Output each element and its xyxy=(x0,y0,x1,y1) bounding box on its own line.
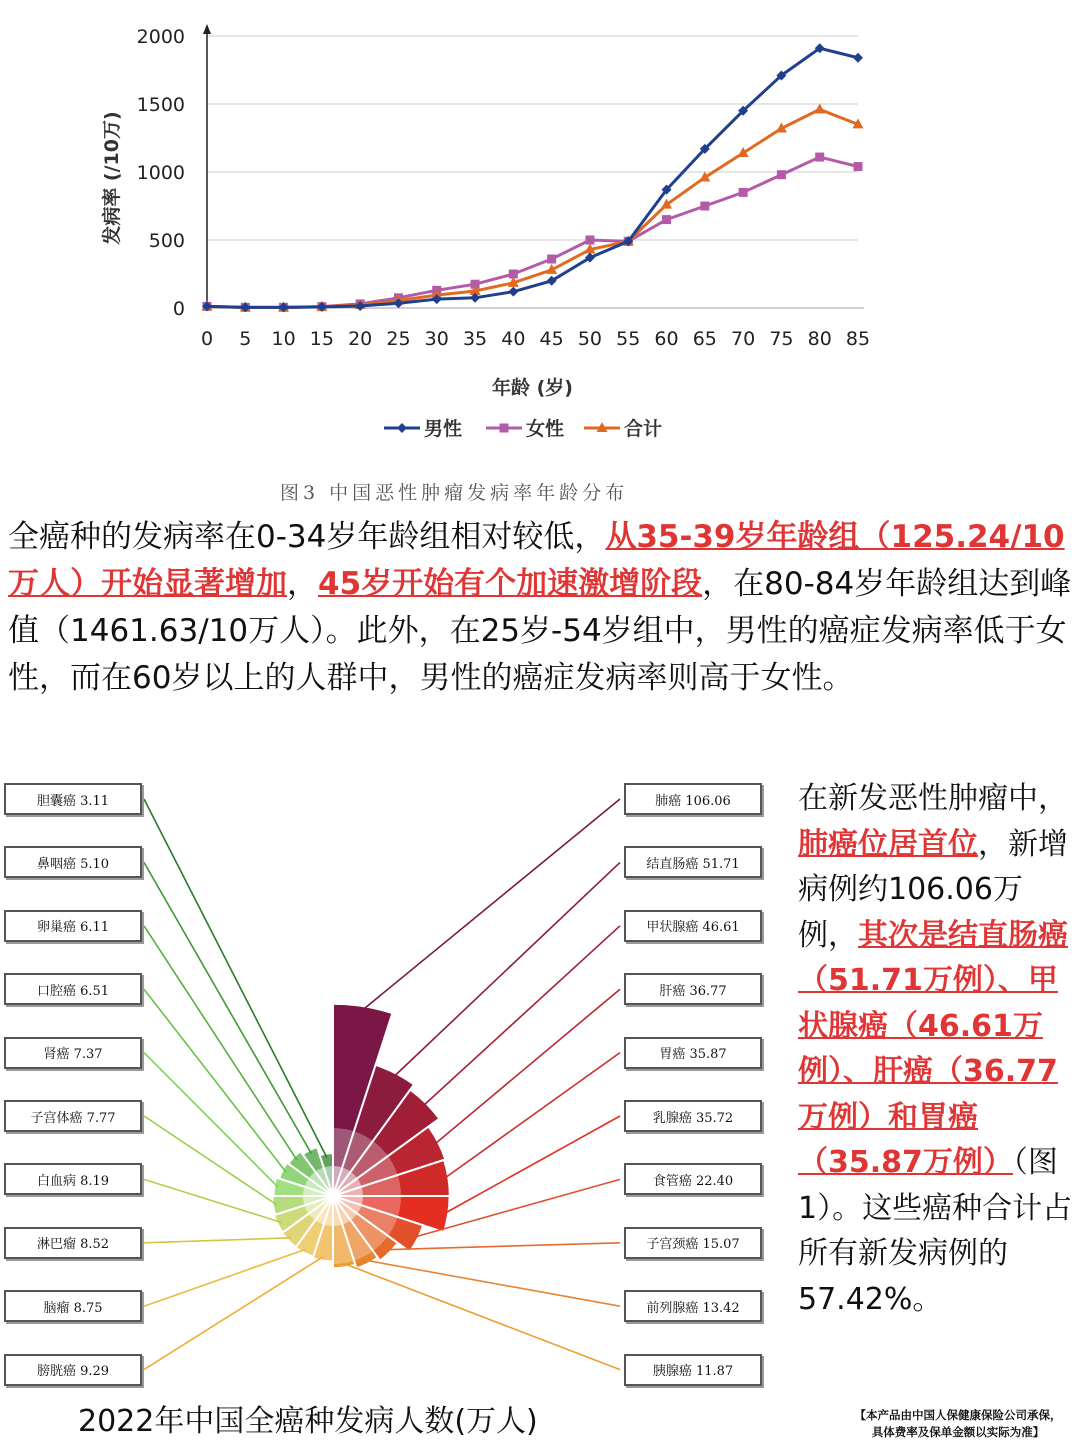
leader-line xyxy=(444,1053,620,1179)
series-2 xyxy=(202,103,864,311)
leader-line xyxy=(144,1053,278,1188)
label-box-left: 鼻咽癌 5.10 xyxy=(4,846,142,878)
y-tick-label: 2000 xyxy=(136,26,185,48)
label-box-left: 淋巴瘤 8.52 xyxy=(4,1227,142,1259)
data-point xyxy=(662,215,671,224)
leader-line xyxy=(144,1116,277,1205)
legend-item xyxy=(384,417,462,440)
data-point xyxy=(854,162,863,171)
legend-label: 合计 xyxy=(624,418,663,440)
x-tick-label: 75 xyxy=(769,328,794,350)
leader-line xyxy=(144,1249,306,1306)
label-box-left: 肾癌 7.37 xyxy=(4,1037,142,1069)
data-point xyxy=(739,188,748,197)
y-tick-label: 1000 xyxy=(136,162,185,184)
label-box-right: 肝癌 36.77 xyxy=(624,973,762,1005)
insurance-disclaimer xyxy=(840,1407,1076,1441)
y-axis-arrow xyxy=(203,24,211,34)
leader-line xyxy=(144,926,297,1160)
radial-chart-title: 2022年中国全癌种发病人数(万人) xyxy=(78,1404,538,1439)
series-0 xyxy=(202,43,863,312)
x-tick-label: 25 xyxy=(386,328,411,350)
leader-line xyxy=(144,799,327,1158)
x-tick-label: 0 xyxy=(200,328,214,350)
side-text-1: 在新发恶性肿瘤中， xyxy=(798,781,1068,816)
para-text-3: ，在80-84岁年龄组达到峰值（1461.63/10万人）。此外，在25岁-54岁组中，男性的癌症发病率低于女性，而在60岁以上的人群中，男性的癌症发病率则高于女性。 xyxy=(8,566,1072,696)
leader-line xyxy=(144,1238,291,1243)
leader-line xyxy=(344,1263,620,1369)
x-tick-label: 55 xyxy=(616,328,641,350)
center-hole xyxy=(303,1166,363,1226)
x-tick-label: 50 xyxy=(577,328,603,350)
x-tick-label: 20 xyxy=(348,328,373,350)
series-line xyxy=(207,109,858,307)
data-point xyxy=(777,170,786,179)
figure-caption: 图3 中国恶性肿瘤发病率年龄分布 xyxy=(280,482,629,504)
side-text-2: ，新增病例约106.06万例， xyxy=(798,826,1068,953)
leader-line xyxy=(366,1260,620,1306)
label-box-left: 膀胱癌 9.29 xyxy=(4,1354,142,1386)
disclaimer-line-2: 具体费率及保单金额以实际为准】 xyxy=(871,1425,1045,1439)
data-point xyxy=(585,236,594,245)
data-point xyxy=(814,103,825,113)
data-point xyxy=(815,153,824,162)
disclaimer-line-1: 【本产品由中国人保健康保险公司承保， xyxy=(854,1408,1062,1422)
x-tick-label: 80 xyxy=(807,328,832,350)
x-tick-label: 5 xyxy=(239,328,252,350)
label-box-right: 子宫颈癌 15.07 xyxy=(624,1227,762,1259)
leader-line xyxy=(423,926,620,1106)
y-tick-label: 500 xyxy=(148,230,185,252)
para-text-2: ， xyxy=(287,566,318,602)
legend-label: 男性 xyxy=(424,418,463,440)
para-highlight-2: 45岁开始有个加速激增阶段 xyxy=(318,566,703,602)
data-point xyxy=(500,424,509,433)
leader-line xyxy=(362,799,620,1010)
para-highlight-1: 从35-39岁年龄组（125.24/10万人）开始显著增加 xyxy=(8,519,1065,602)
x-tick-label: 10 xyxy=(271,328,296,350)
label-box-right: 胰腺癌 11.87 xyxy=(624,1354,762,1386)
leader-line xyxy=(144,862,311,1153)
label-box-right: 食管癌 22.40 xyxy=(624,1163,762,1195)
incidence-description xyxy=(8,514,1072,702)
label-box-right: 乳腺癌 35.72 xyxy=(624,1100,762,1132)
label-box-right: 肺癌 106.06 xyxy=(624,783,762,815)
top-cancers-description xyxy=(798,776,1074,1322)
leader-line xyxy=(144,1179,281,1222)
legend-item xyxy=(584,417,662,440)
x-tick-label: 85 xyxy=(845,328,871,350)
label-box-left: 胆囊癌 3.11 xyxy=(4,783,142,815)
label-box-left: 白血病 8.19 xyxy=(4,1163,142,1195)
legend-label: 女性 xyxy=(526,418,565,440)
data-point xyxy=(547,255,556,264)
x-tick-label: 45 xyxy=(539,328,564,350)
x-axis-title: 年龄 (岁) xyxy=(492,377,573,399)
series-1 xyxy=(203,153,863,312)
label-box-right: 前列腺癌 13.42 xyxy=(624,1290,762,1322)
leader-line xyxy=(394,862,620,1076)
x-tick-label: 35 xyxy=(462,328,488,350)
age-incidence-line-chart xyxy=(0,0,1080,470)
data-point xyxy=(853,53,863,63)
leader-line xyxy=(144,1257,323,1370)
legend-item xyxy=(486,417,564,440)
label-box-right: 结直肠癌 51.71 xyxy=(624,846,762,878)
series-line xyxy=(207,48,858,307)
para-text-1: 全癌种的发病率在0-34岁年龄组相对较低， xyxy=(8,519,606,555)
label-box-right: 胃癌 35.87 xyxy=(624,1037,762,1069)
side-text-3: （图1）。这些癌种合计占所有新发病例的57.42%。 xyxy=(798,1145,1073,1317)
label-box-left: 卵巢癌 6.11 xyxy=(4,910,142,942)
leader-line xyxy=(387,1243,620,1250)
x-tick-label: 15 xyxy=(309,328,334,350)
leader-line xyxy=(144,989,286,1172)
x-tick-label: 70 xyxy=(731,328,756,350)
label-box-left: 口腔癌 6.51 xyxy=(4,973,142,1005)
data-point xyxy=(508,287,518,297)
x-tick-label: 40 xyxy=(501,328,526,350)
data-point xyxy=(397,423,407,433)
x-tick-label: 60 xyxy=(654,328,679,350)
label-box-right: 甲状腺癌 46.61 xyxy=(624,910,762,942)
data-point xyxy=(700,202,709,211)
label-box-left: 子宫体癌 7.77 xyxy=(4,1100,142,1132)
x-tick-label: 30 xyxy=(424,328,449,350)
y-tick-label: 0 xyxy=(172,298,185,320)
label-box-left: 脑瘤 8.75 xyxy=(4,1290,142,1322)
side-highlight-2: 其次是结直肠癌（51.71万例）、甲状腺癌（46.61万例）、肝癌（36.77万例）和胃癌（35.87万例） xyxy=(798,917,1068,1180)
side-highlight-1: 肺癌位居首位 xyxy=(798,826,978,862)
leader-line xyxy=(444,1116,620,1214)
y-tick-label: 1500 xyxy=(136,94,185,116)
x-tick-label: 65 xyxy=(692,328,717,350)
y-axis-title: 发病率 (/10万) xyxy=(101,111,123,245)
